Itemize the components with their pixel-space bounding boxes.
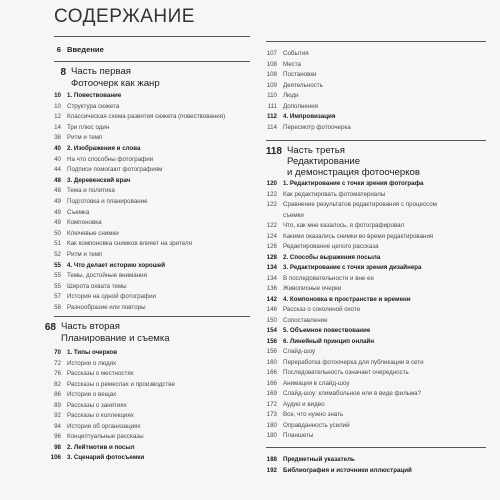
part-number: 118 (265, 146, 282, 157)
page-number: 76 (54, 370, 61, 377)
divider (54, 316, 250, 317)
page-number: 10 (54, 92, 61, 99)
entry-title: Ключевые снимки (67, 229, 119, 237)
page-number: 109 (266, 81, 277, 89)
entry-title: Истории об организациях (67, 422, 141, 430)
entry-title: 4. Что делает историю хорошей (67, 261, 166, 269)
entry-title: Живописные очерки (283, 285, 342, 292)
page-number: 134 (266, 264, 277, 271)
page-number: 49 (54, 219, 61, 227)
entry-title: Деятельность (283, 81, 323, 89)
entry-title: 5. Объемное повествование (283, 327, 371, 334)
page-number: 40 (54, 145, 61, 152)
divider (54, 61, 250, 62)
page-number: 173 (266, 411, 277, 418)
page-number: 10 (54, 102, 61, 110)
entry-title: Слайд-шоу (283, 348, 316, 355)
entry-title: Компоновка (67, 219, 102, 227)
entry-title: Переработка фотоочерка для публикации в сети (283, 358, 424, 366)
page-number: 44 (54, 166, 61, 174)
entry-title: Концептуальные рассказы (67, 433, 144, 440)
entry-title: Структура сюжета (67, 102, 120, 110)
entry-title: 1. Редактирование с точки зрения фотографа (283, 180, 424, 187)
entry-title: Люди (283, 92, 299, 99)
page-number: 57 (54, 293, 61, 301)
page-number: 124 (266, 232, 277, 240)
page-number: 110 (267, 92, 277, 99)
part-label: Часть вторая (61, 321, 120, 332)
page-number: 55 (54, 272, 61, 280)
entry-title: Сравнение результатов редактирования с процессом (283, 201, 437, 208)
entry-title: Пересмотр фотоочерка (283, 123, 351, 131)
part-label: Часть первая (71, 66, 131, 77)
page-number: 111 (267, 102, 277, 110)
page-number: 48 (54, 187, 61, 195)
entry-title: История на одной фотографии (67, 293, 156, 301)
page-number: 55 (54, 261, 61, 269)
entry-title: Предметный указатель (283, 456, 355, 463)
page-number: 180 (266, 421, 277, 429)
page-number: 108 (266, 71, 277, 78)
page-number: 96 (54, 433, 61, 440)
divider (266, 447, 486, 448)
entry-title: События (283, 50, 309, 57)
page-number: 38 (54, 134, 61, 142)
part-title-cont: и демонстрация фотоочерков (287, 167, 420, 178)
page-number: 136 (266, 285, 277, 292)
entry-title: Ритм и темп (67, 251, 103, 258)
entry-title: 2. Лейтмотив и посыл (67, 443, 135, 451)
entry-title: 6. Линейный принцип онлайн (283, 337, 375, 345)
entry-title: Истории о людях (67, 359, 117, 367)
page-number: 58 (54, 304, 61, 311)
divider (266, 41, 486, 42)
part-title: Редактирование (287, 156, 361, 167)
page-number: 40 (54, 155, 61, 163)
page-number: 188 (266, 456, 277, 463)
page-number: 92 (54, 412, 61, 419)
page-number: 89 (54, 401, 61, 409)
page-number: 52 (54, 251, 61, 258)
divider (266, 140, 486, 141)
entry-title: Широта охвата темы (67, 282, 127, 290)
page-number: 172 (266, 400, 277, 408)
page-number: 49 (54, 208, 61, 216)
entry-title: 4. Импровизация (283, 113, 336, 120)
part-title: Планирование и съемка (61, 333, 170, 344)
page-number: 50 (54, 229, 61, 237)
entry-title: 2. Изображения и слова (67, 145, 141, 152)
page-number: 150 (266, 316, 277, 324)
entry-title: В последовательности и вне ее (283, 274, 374, 282)
page-number: 72 (54, 359, 61, 367)
page-number: 180 (266, 432, 277, 439)
entry-title: Аудио и видео (283, 400, 325, 408)
page-number: 122 (266, 190, 277, 198)
page-number: 82 (54, 380, 61, 388)
entry-title: Сопоставление (283, 316, 328, 324)
entry-title: Разнообразие или повторы (67, 304, 146, 311)
entry-title: Подписи помогают фотографиям (67, 166, 163, 174)
part-number: 68 (44, 322, 56, 333)
page-number: 114 (267, 123, 277, 131)
entry-title: Что, как мне казалось, я фотографировал (283, 222, 405, 229)
entry-title: Рассказы о местностях (67, 370, 134, 377)
page-number: 128 (266, 253, 277, 261)
entry-title: Рассказы о занятиях (67, 401, 127, 409)
entry-title: Съемка (67, 208, 90, 216)
entry-title: 4. Компоновка в пространстве и времени (283, 295, 411, 303)
entry-title: Рассказы о ремеслах и производстве (67, 380, 175, 388)
entry-title: Дополнения (283, 102, 319, 110)
entry-title: 3. Деревенский врач (67, 176, 131, 184)
part-number: 8 (60, 67, 66, 78)
page-number: 51 (54, 240, 61, 248)
entry-title: Все, что нужно знать (283, 411, 344, 418)
entry-title: Оправданность усилий (283, 421, 350, 429)
entry-title: Темы, достойные внимания (67, 272, 147, 280)
left-column: 6 Введение 8 Часть первая Фотоочерк как жанр 10 1. Повествование 10 Структура сюжета 12 Классическая схема развития сюжета (повествования) 14 Три плюс один 38 Ритм и темп 40 2. Изображения и слова 40 На что способны фотографии 44 Подписи помогают фотографиям 48 3. Деревенский врач 48 Тема и политика 49 Подготовка и планирование 49 Съемка 49 Компоновка 50 Ключевые снимки 51 Как компоновка снимков влияет на зрителя 52 Ритм и темп 55 4. Что делает историю хорошей 55 Темы, достойные внимания 55 Широта охвата темы 57 История на одной фотографии 58 Разнообразие или повторы 68 Часть вторая Планирование и съемка 70 1. Типы очерков 72 Истории о людях 76 Рассказы о местностях 82 Рассказы о ремеслах и производстве 86 Истории о вещах 89 Рассказы о занятиях 92 Рассказы о коллекциях 94 Истории об организациях 96 Концептуальные рассказы 98 2. Лейтмотив и посыл 106 3. Сценарий фотосъемки (44, 0, 244, 500)
page-number: 142 (266, 295, 277, 303)
part-title: Фотоочерк как жанр (71, 78, 160, 89)
page-number: 192 (266, 466, 277, 474)
entry-title: Редактирование целого рассказа (283, 243, 379, 250)
page-number: 166 (266, 379, 277, 387)
entry-title: Ритм и темп (67, 134, 103, 142)
entry-title: Классическая схема развития сюжета (повествования) (67, 113, 226, 121)
entry-title: Три плюс один (67, 123, 110, 131)
entry-title: Подготовка и планирование (67, 198, 148, 205)
page-number: 14 (54, 123, 61, 131)
page-number: 70 (54, 349, 61, 356)
entry-title: 1. Повествование (67, 92, 122, 99)
page-number: 160 (266, 358, 277, 366)
page-number: 94 (54, 422, 61, 430)
page-number: 98 (54, 443, 61, 451)
entry-title: На что способны фотографии (67, 155, 154, 163)
entry-title: Библиография и источники иллюстраций (283, 466, 412, 474)
entry-title: 3. Редактирование с точки зрения дизайнера (283, 264, 422, 271)
page-number: 156 (266, 348, 277, 355)
entry-title: 3. Сценарий фотосъемки (67, 454, 145, 461)
page-number: 154 (266, 327, 277, 334)
entry-title: 2. Способы выражения посыла (283, 253, 381, 261)
page-number: 156 (266, 337, 277, 345)
page-title: СОДЕРЖАНИЕ (54, 6, 195, 27)
entry-title: Анимация в слайд-шоу (283, 379, 350, 387)
page-number: 146 (266, 306, 277, 313)
page-number: 106 (50, 454, 61, 461)
page-number: 86 (54, 391, 61, 398)
page-number: 12 (54, 113, 61, 121)
entry-title: Планшеты (283, 432, 314, 439)
page-number: 108 (266, 60, 277, 68)
entry-title: съемки (283, 211, 304, 219)
page-number: 134 (266, 274, 277, 282)
page-number: 126 (266, 243, 277, 250)
entry-title: Как компоновка снимков влияет на зрителя (67, 240, 192, 248)
part-label: Часть третья (287, 145, 345, 156)
page-number: 122 (266, 222, 277, 229)
page-number: 169 (266, 390, 277, 397)
entry-title: Какими оказались снимки во время редактирования (283, 232, 434, 240)
entry-title: Постановки (283, 71, 317, 78)
divider (54, 36, 250, 37)
page-number: 112 (267, 113, 277, 120)
page-number: 55 (54, 282, 61, 290)
page-number: 166 (266, 369, 277, 376)
entry-title: Тема и политика (67, 187, 115, 195)
entry-title: Рассказы о коллекциях (67, 412, 134, 419)
entry-title: Слайд-шоу: климабольное или в виде фильма? (283, 390, 422, 397)
page-number: 107 (266, 50, 277, 57)
page-number: 120 (266, 180, 277, 187)
entry-title: 1. Типы очерков (67, 349, 118, 356)
entry-title: Как редактировать фотоматериалы (283, 190, 386, 198)
entry-title: Последовательность означает очередность (283, 369, 409, 376)
entry-title: Истории о вещах (67, 391, 117, 398)
page-number: 48 (54, 176, 61, 184)
page-number: 49 (54, 198, 61, 205)
entry-title: Места (283, 60, 301, 68)
page-number: 122 (266, 201, 277, 208)
right-column (260, 0, 490, 500)
entry-title: Рассказ о соколиной охоте (283, 306, 361, 313)
